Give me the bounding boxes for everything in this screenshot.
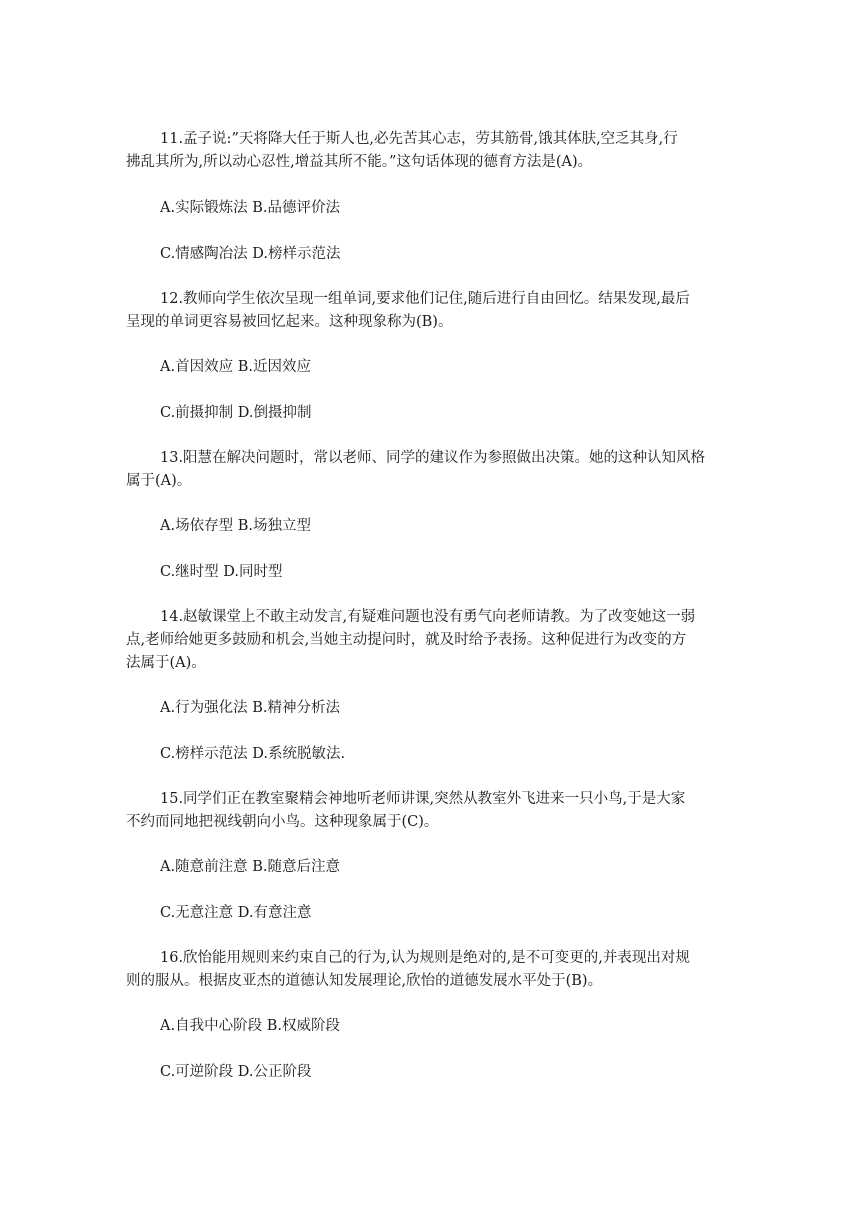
question-14-line-1: 14.赵敏课堂上不敢主动发言,有疑难问题也没有勇气向老师请教。为了改变她这一弱 — [160, 609, 696, 625]
question-16-stem — [126, 947, 726, 993]
question-15-line-1: 15.同学们正在教室聚精会神地听老师讲课,突然从教室外飞进来一只小鸟,于是大家 — [160, 791, 686, 807]
question-13-line-1: 13.阳慧在解决问题时，常以老师、同学的建议作为参照做出决策。她的这种认知风格 — [160, 450, 706, 466]
question-14-stem — [126, 606, 726, 675]
question-12-options-ab: A.首因效应 B.近因效应 — [160, 359, 311, 375]
question-11-options-cd: C.情感陶冶法 D.榜样示范法 — [160, 246, 341, 262]
question-15-line-2: 不约而同地把视线朝向小鸟。这种现象属于(C)。 — [126, 814, 439, 830]
question-14-line-2: 点,老师给她更多鼓励和机会,当她主动提问时，就及时给予表扬。这种促进行为改变的方 — [126, 632, 687, 648]
question-14-line-3: 法属于(A)。 — [126, 655, 206, 671]
question-12-line-2: 呈现的单词更容易被回忆起来。这种现象称为(B)。 — [126, 314, 453, 330]
question-13-options-cd: C.继时型 D.同时型 — [160, 564, 283, 580]
question-13-line-2: 属于(A)。 — [126, 473, 192, 489]
question-11-stem — [126, 128, 726, 174]
question-13-stem — [126, 447, 726, 493]
question-15-options-cd: C.无意注意 D.有意注意 — [160, 905, 312, 921]
question-11-line-1: 11.孟子说:”天将降大任于斯人也,必先苦其心志，劳其筋骨,饿其体肤,空乏其身,行 — [160, 131, 678, 147]
question-16-options-cd: C.可逆阶段 D.公正阶段 — [160, 1064, 312, 1080]
question-16-line-2: 则的服从。根据皮亚杰的道德认知发展理论,欣怡的道德发展水平处于(B)。 — [126, 973, 603, 989]
question-15-options-ab: A.随意前注意 B.随意后注意 — [160, 859, 340, 875]
question-12-options-cd: C.前摄抑制 D.倒摄抑制 — [160, 405, 312, 421]
question-12-line-1: 12.教师向学生依次呈现一组单词,要求他们记住,随后进行自由回忆。结果发现,最后 — [160, 291, 690, 307]
question-16-line-1: 16.欣怡能用规则来约束自己的行为,认为规则是绝对的,是不可变更的,并表现出对规 — [160, 950, 690, 966]
question-15-stem — [126, 788, 726, 834]
question-12-stem — [126, 288, 726, 334]
question-14-options-cd: C.榜样示范法 D.系统脱敏法. — [160, 746, 346, 762]
question-16-options-ab: A.自我中心阶段 B.权威阶段 — [160, 1018, 340, 1034]
question-11-line-2: 拂乱其所为,所以动心忍性,增益其所不能。”这句话体现的德育方法是(A)。 — [126, 154, 593, 170]
question-11-options-ab: A.实际锻炼法 B.品德评价法 — [160, 200, 340, 216]
question-14-options-ab: A.行为强化法 B.精神分析法 — [160, 700, 340, 716]
question-13-options-ab: A.场依存型 B.场独立型 — [160, 518, 311, 534]
